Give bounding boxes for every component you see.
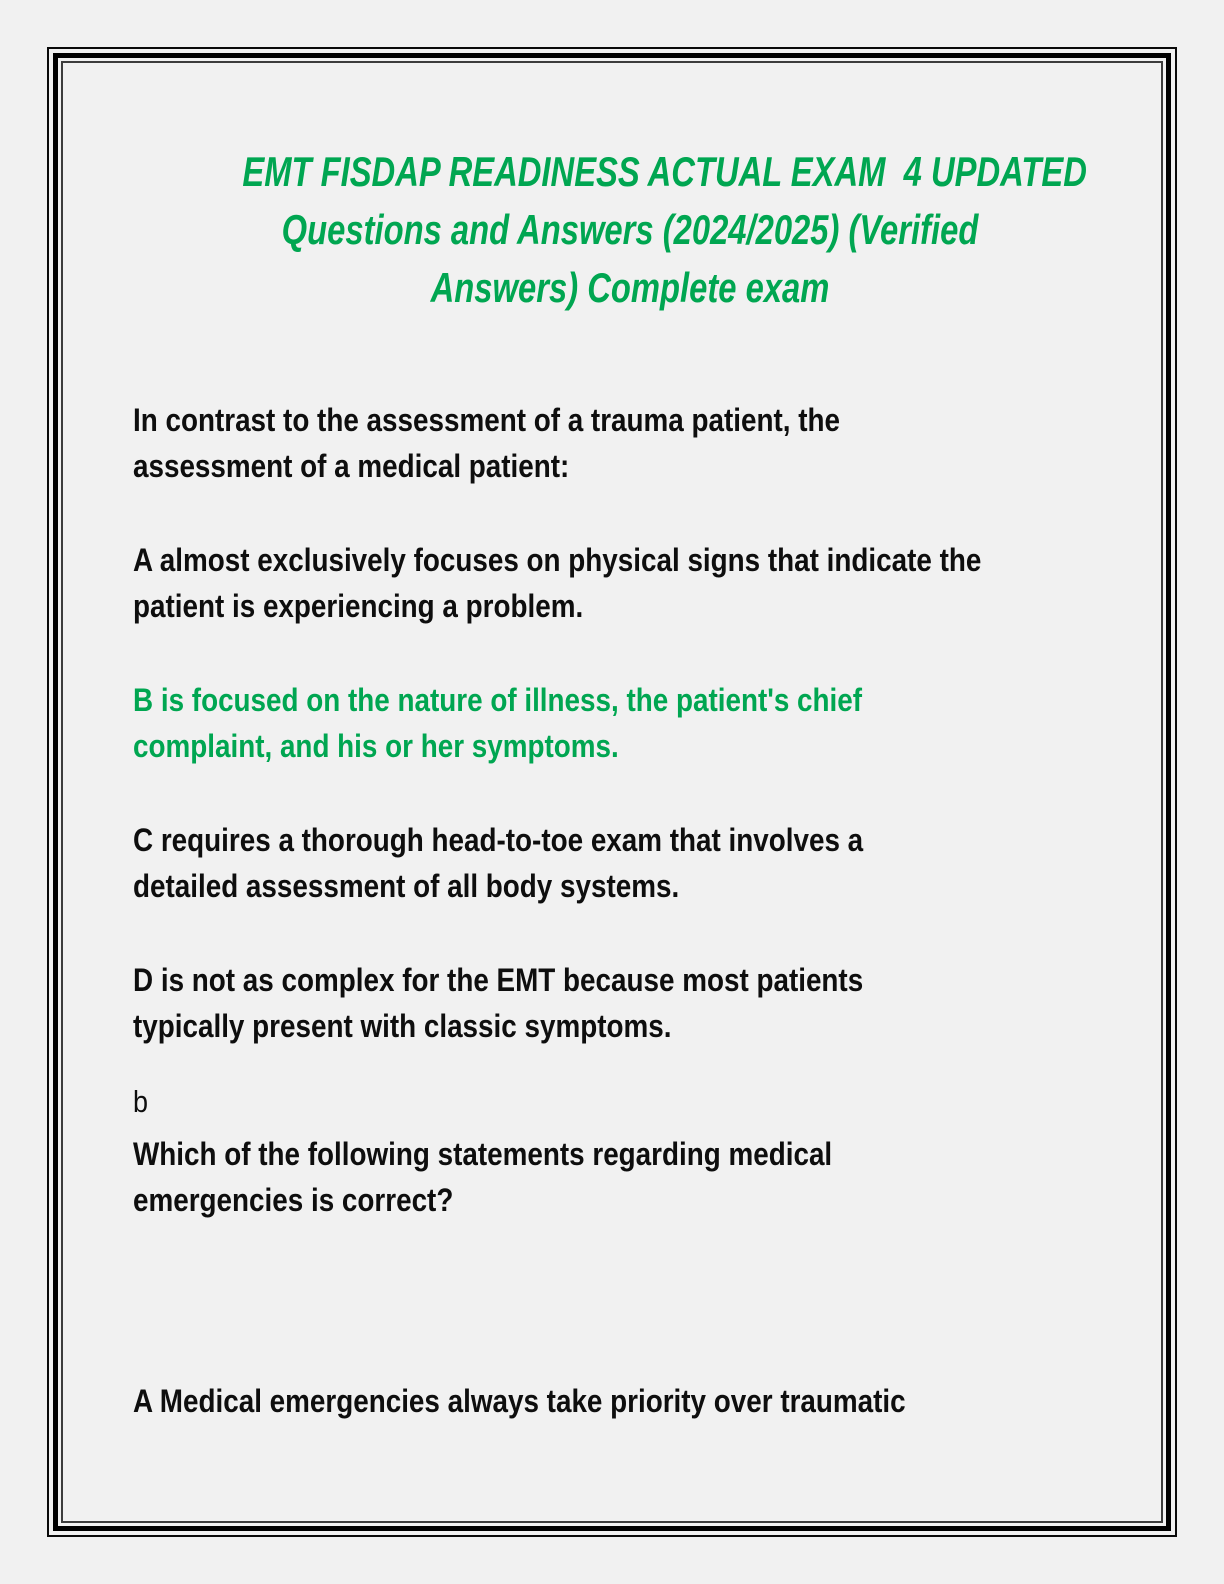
question1-option-a-line: A almost exclusively focuses on physical signs that indicate the — [133, 542, 982, 578]
question1-option-d-line: D is not as complex for the EMT because most patients — [133, 962, 864, 998]
question1-option-c-line: C requires a thorough head-to-toe exam that involves a — [133, 822, 864, 858]
question1-option-a — [133, 537, 1127, 629]
page-content — [63, 143, 1161, 1424]
question2-option-a-line: A Medical emergencies always take priority over traumatic — [133, 1383, 906, 1419]
question1-option-d-line: typically present with classic symptoms. — [133, 1008, 672, 1044]
document-title — [133, 143, 1127, 317]
question1-option-c-line: detailed assessment of all body systems. — [133, 868, 680, 904]
question1-option-b-line: B is focused on the nature of illness, the patient's chief — [133, 682, 863, 718]
question2-prompt-line: Which of the following statements regarding medical — [133, 1136, 833, 1172]
question2-prompt — [133, 1131, 1127, 1223]
question1-option-b-highlighted — [133, 677, 1127, 769]
question1-option-d — [133, 957, 1127, 1049]
page-border-frame-inner — [61, 61, 1163, 1523]
question2-prompt-line: emergencies is correct? — [133, 1182, 454, 1218]
question1-prompt-line: assessment of a medical patient: — [133, 448, 570, 484]
question1-prompt — [133, 397, 1127, 489]
question1-answer-text: b — [133, 1084, 149, 1119]
question1-option-b-line: complaint, and his or her symptoms. — [133, 728, 619, 764]
document-title-line: Questions and Answers (2024/2025) (Verified — [281, 206, 979, 253]
question2-option-a — [133, 1378, 1127, 1424]
document-title-line: EMT FISDAP READINESS ACTUAL EXAM 4 UPDATED — [242, 148, 1087, 195]
question1-option-c — [133, 817, 1127, 909]
question1-option-a-line: patient is experiencing a problem. — [133, 588, 584, 624]
question1-prompt-line: In contrast to the assessment of a trauma patient, the — [133, 402, 840, 438]
page-border-frame — [47, 47, 1177, 1537]
document-title-line: Answers) Complete exam — [430, 264, 830, 311]
question1-answer — [133, 1079, 1127, 1125]
page-border-frame-middle — [53, 53, 1171, 1531]
